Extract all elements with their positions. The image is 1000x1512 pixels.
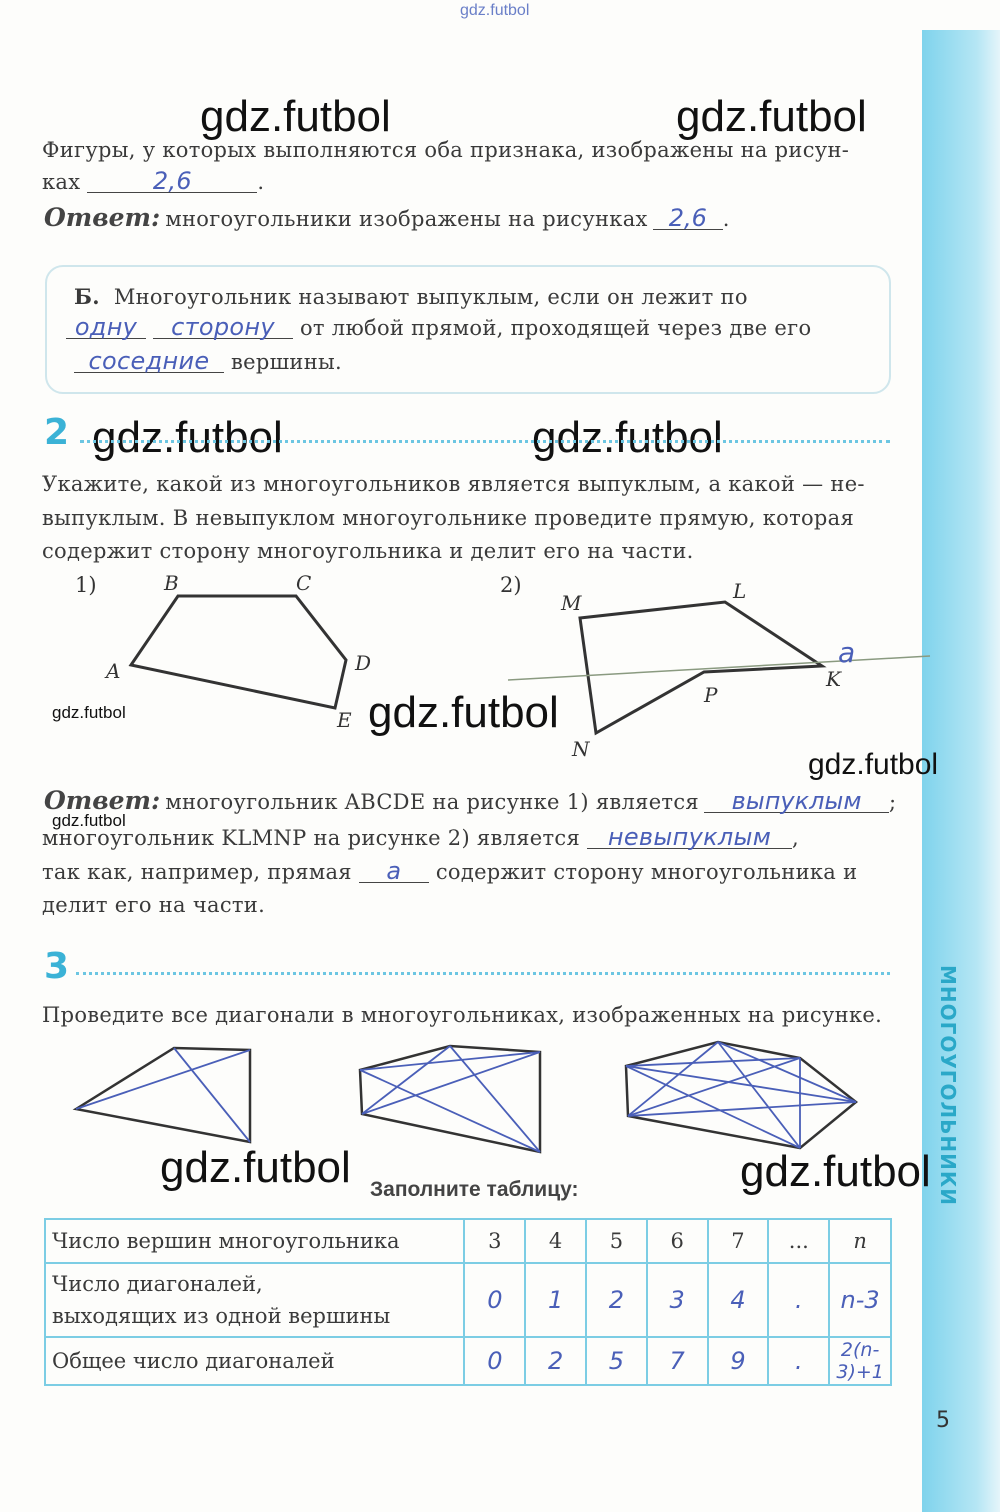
diagonal <box>360 1070 540 1152</box>
diagonals-table <box>44 1218 892 1386</box>
part-a-line1: Фигуры, у которых выполняются оба признака, изображены на рисун- <box>42 138 850 162</box>
watermark: gdz.futbol <box>52 811 126 830</box>
task2-text: Укажите, какой из многоугольников является выпуклым, а какой — не- <box>42 472 865 496</box>
watermark: gdz.futbol <box>808 748 939 781</box>
task2-answer-line2: многоугольник KLMNP на рисунке 2) является невыпуклым , <box>42 823 799 851</box>
task2-answer-line3: так как, например, прямая a содержит сторону многоугольника и <box>42 857 858 885</box>
vertex-label: D <box>355 651 372 675</box>
quadrilateral <box>76 1048 250 1142</box>
answer-blank: 2,6 <box>87 170 257 193</box>
vertex-label: C <box>296 571 312 595</box>
vertex-label: P <box>704 683 718 707</box>
line-a <box>508 656 930 680</box>
side-tab-label: МНОГОУГОЛЬНИКИ <box>936 965 960 1206</box>
vertex-label: E <box>337 708 352 732</box>
watermark: gdz.futbol <box>52 703 126 722</box>
watermark: gdz.futbol <box>160 1143 351 1192</box>
watermark: gdz.futbol <box>532 413 723 462</box>
vertex-label: L <box>733 579 747 603</box>
divider <box>80 440 890 443</box>
vertex-label: M <box>561 591 582 615</box>
polygon-figures <box>0 560 940 770</box>
table-row: Число диагоналей, выходящих из одной вершины 0 1 2 3 4 . n-3 <box>45 1263 891 1337</box>
task2-answer-line4: делит его на части. <box>42 893 266 917</box>
diagonal <box>718 1042 856 1102</box>
diagonal <box>362 1046 450 1114</box>
task2-text: содержит сторону многоугольника и делит его на части. <box>42 539 694 563</box>
task-number: 3 <box>44 946 70 987</box>
top-watermark: gdz.futbol <box>460 2 530 19</box>
watermark: gdz.futbol <box>676 92 867 141</box>
part-b-line2: одну сторону от любой прямой, проходящей через две его <box>66 316 811 340</box>
nonconvex-polygon-klmnp <box>580 602 822 733</box>
vertex-label: A <box>106 659 121 683</box>
part-a-line2: ках 2,6 . <box>42 167 265 195</box>
hexagon <box>626 1042 856 1148</box>
page-number: 5 <box>936 1408 950 1433</box>
vertex-label: K <box>826 667 841 691</box>
watermark: gdz.futbol <box>740 1147 931 1196</box>
table-row: Общее число диагоналей 0 2 5 7 9 . 2(n-3)+1 <box>45 1337 891 1385</box>
convex-polygon-abcde <box>131 596 346 708</box>
part-a-answer: Ответ: многоугольники изображены на рисунках 2,6 . <box>44 203 730 232</box>
task-number: 2 <box>44 412 70 453</box>
diagonal <box>76 1050 250 1109</box>
task2-answer-line1: Ответ: многоугольник ABCDE на рисунке 1) является выпуклым ; <box>44 786 897 815</box>
fig1-label: 1) <box>75 573 97 597</box>
table-title: Заполните таблицу: <box>370 1178 579 1201</box>
part-b-line3: соседние вершины. <box>74 350 342 374</box>
diagonal-figures <box>0 1030 920 1160</box>
watermark: gdz.futbol <box>92 413 283 462</box>
table-row: Число вершин многоугольника 3 4 5 6 7 ... n <box>45 1219 891 1263</box>
part-b-line1: Б. Многоугольник называют выпуклым, если он лежит по <box>74 284 748 309</box>
line-a-label: a <box>838 636 856 669</box>
answer-blank: 2,6 <box>653 207 723 230</box>
otvet-label: Ответ: <box>44 203 161 232</box>
vertex-label: B <box>164 571 179 595</box>
task3-text: Проведите все диагонали в многоугольниках, изображенных на рисунке. <box>42 1003 883 1027</box>
task2-text: выпуклым. В невыпуклом многоугольнике проведите прямую, которая <box>42 506 855 530</box>
fig2-label: 2) <box>500 573 522 597</box>
watermark: gdz.futbol <box>200 92 391 141</box>
divider <box>76 972 890 975</box>
watermark: gdz.futbol <box>368 688 559 737</box>
vertex-label: N <box>572 737 590 761</box>
